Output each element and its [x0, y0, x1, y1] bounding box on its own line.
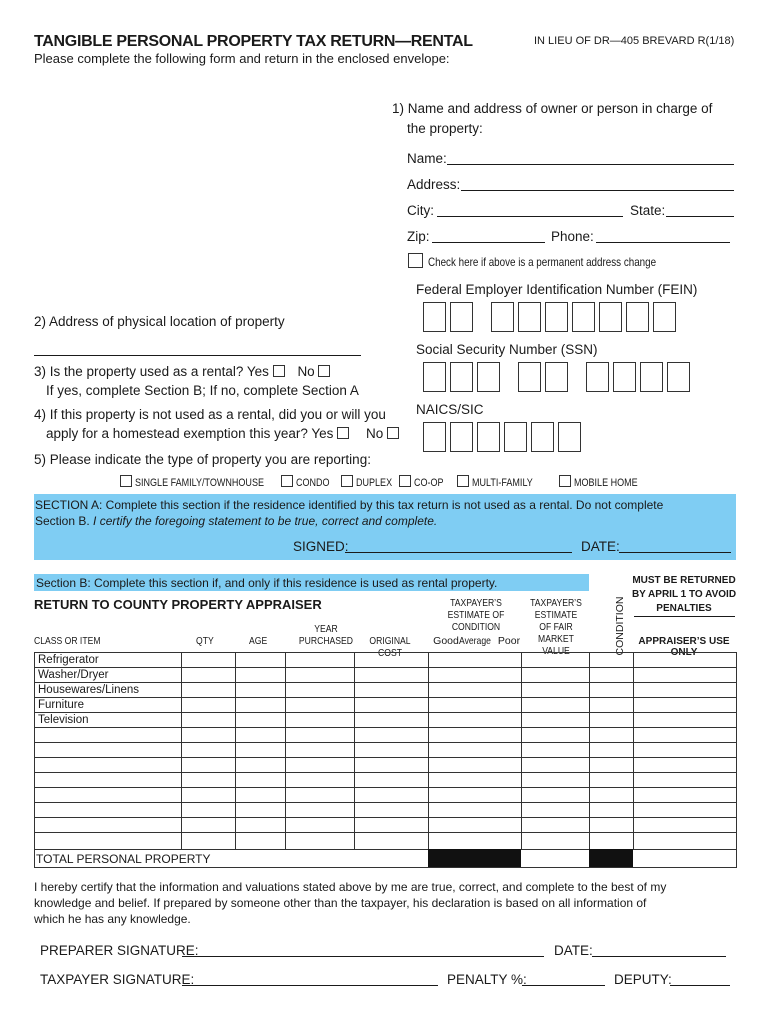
- permanent-change-label: Check here if above is a permanent address change: [428, 255, 657, 269]
- grid-line: [235, 652, 236, 849]
- phone-label: Phone:: [551, 229, 594, 244]
- fein-box[interactable]: [450, 302, 473, 332]
- property-type-label: MULTI-FAMILY: [472, 477, 534, 489]
- penalty-label: PENALTY %:: [447, 972, 527, 987]
- ssn-box[interactable]: [423, 362, 446, 392]
- city-label: City:: [407, 203, 434, 218]
- section-a-signed-label: SIGNED:: [293, 539, 349, 554]
- certification-text: I hereby certify that the information and valuations stated above by me are true, correct, and complete to the best of my: [34, 880, 667, 894]
- penalty-field[interactable]: [522, 985, 605, 986]
- section-a-text-cont: [35, 514, 437, 528]
- ssn-box[interactable]: [545, 362, 568, 392]
- must-return-underline: [634, 616, 735, 617]
- grid-line: [34, 667, 737, 668]
- property-type-label: SINGLE FAMILY/TOWNHOUSE: [135, 477, 264, 489]
- grid-line: [34, 802, 737, 803]
- grid-line: [34, 652, 737, 653]
- q2-label: 2) Address of physical location of property: [34, 314, 285, 329]
- grid-line: [34, 682, 737, 683]
- q3-label: 3) Is the property used as a rental? Yes: [34, 364, 269, 379]
- grid-line: [633, 652, 634, 849]
- taxpayer-signature-field[interactable]: [182, 985, 438, 986]
- form-subtitle: Please complete the following form and return in the enclosed envelope:: [34, 51, 450, 66]
- grid-line: [589, 652, 590, 849]
- city-field[interactable]: [437, 216, 623, 217]
- name-label: Name:: [407, 151, 447, 166]
- must-return-notice: MUST BE RETURNED BY APRIL 1 TO AVOID PENALTIES: [631, 575, 737, 614]
- name-field[interactable]: [447, 164, 734, 165]
- ssn-box[interactable]: [667, 362, 690, 392]
- address-label: Address:: [407, 177, 461, 192]
- item-label: Housewares/Linens: [38, 684, 140, 696]
- q4-label: 4) If this property is not used as a rental, did you or will you: [34, 407, 386, 422]
- permanent-change-row: [408, 253, 706, 269]
- q3-no-checkbox[interactable]: [318, 365, 330, 377]
- fein-box[interactable]: [545, 302, 568, 332]
- naics-box[interactable]: [450, 422, 473, 452]
- property-type-label: CONDO: [296, 477, 330, 489]
- grid-line: [181, 652, 182, 849]
- zip-label: Zip:: [407, 229, 430, 244]
- grid-line: [34, 772, 737, 773]
- ssn-box[interactable]: [450, 362, 473, 392]
- fein-box[interactable]: [572, 302, 595, 332]
- section-a-date-field[interactable]: [619, 552, 731, 553]
- naics-box[interactable]: [531, 422, 554, 452]
- ssn-box[interactable]: [613, 362, 636, 392]
- fein-box[interactable]: [423, 302, 446, 332]
- naics-box[interactable]: [423, 422, 446, 452]
- ssn-box[interactable]: [518, 362, 541, 392]
- grid-line: [736, 652, 737, 867]
- grid-line: [521, 652, 522, 849]
- address-field[interactable]: [461, 190, 734, 191]
- preparer-signature-label: PREPARER SIGNATURE:: [40, 943, 199, 958]
- grid-line: [34, 712, 737, 713]
- total-blackout: [428, 849, 521, 867]
- q3-instruction: If yes, complete Section B; If no, complete Section A: [46, 383, 359, 398]
- grid-line: [34, 727, 737, 728]
- form-title: TANGIBLE PERSONAL PROPERTY TAX RETURN—RENTAL: [34, 33, 473, 50]
- q1-label: 1) Name and address of owner or person in charge of: [392, 101, 713, 116]
- col-class: CLASS OR ITEM: [34, 635, 101, 647]
- taxpayer-signature-label: TAXPAYER SIGNATURE:: [40, 972, 195, 987]
- col-year-purchased: YEAR PURCHASED: [298, 623, 354, 647]
- item-label: Television: [38, 714, 89, 726]
- preparer-signature-field[interactable]: [182, 956, 544, 957]
- total-blackout: [589, 849, 633, 867]
- certification-text-3: which he has any knowledge.: [34, 912, 191, 926]
- mobile-home-checkbox[interactable]: [559, 475, 571, 487]
- fein-box[interactable]: [491, 302, 514, 332]
- col-poor: Poor: [497, 635, 521, 647]
- naics-box[interactable]: [558, 422, 581, 452]
- q4-no-label: No: [365, 426, 384, 441]
- grid-line: [34, 832, 737, 833]
- grid-line: [34, 652, 35, 867]
- duplex-checkbox[interactable]: [341, 475, 353, 487]
- ssn-label: Social Security Number (SSN): [416, 342, 598, 357]
- naics-box[interactable]: [477, 422, 500, 452]
- item-label: Refrigerator: [38, 654, 99, 666]
- zip-field[interactable]: [432, 242, 545, 243]
- q4-yes-checkbox[interactable]: [337, 427, 349, 439]
- form-id: IN LIEU OF DR—405 BREVARD R(1/18): [534, 35, 735, 47]
- grid-line: [34, 697, 737, 698]
- grid-line: [428, 652, 429, 849]
- fein-box[interactable]: [518, 302, 541, 332]
- fein-box[interactable]: [653, 302, 676, 332]
- grid-line: [34, 742, 737, 743]
- phone-field[interactable]: [596, 242, 730, 243]
- q4-label-cont: apply for a homestead exemption this year? Yes: [46, 426, 334, 441]
- q3-yes-checkbox[interactable]: [273, 365, 285, 377]
- naics-box[interactable]: [504, 422, 527, 452]
- section-a-certify: I certify the foregoing statement to be true, correct and complete.: [93, 514, 438, 528]
- section-a-signature-field[interactable]: [345, 552, 572, 553]
- col-good: Good: [433, 635, 459, 647]
- item-label: Furniture: [38, 699, 85, 711]
- q5-label: 5) Please indicate the type of property you are reporting:: [34, 452, 371, 467]
- physical-address-field[interactable]: [34, 355, 361, 356]
- col-average: Average: [459, 635, 491, 647]
- grid-line: [285, 652, 286, 849]
- grid-line: [34, 787, 737, 788]
- fein-box[interactable]: [626, 302, 649, 332]
- property-type-label: MOBILE HOME: [574, 477, 638, 489]
- q3-row: [34, 364, 333, 379]
- grid-line: [34, 757, 737, 758]
- condition-label: CONDITION: [614, 596, 626, 656]
- ssn-box[interactable]: [586, 362, 609, 392]
- property-type-label: CO-OP: [414, 477, 444, 489]
- grid-line: [354, 652, 355, 849]
- single-family-checkbox[interactable]: [120, 475, 132, 487]
- multi-family-checkbox[interactable]: [457, 475, 469, 487]
- ssn-box[interactable]: [640, 362, 663, 392]
- col-age: AGE: [248, 635, 268, 647]
- q4-row: [46, 426, 402, 441]
- grid-line: [34, 867, 737, 868]
- state-label: State:: [630, 203, 666, 218]
- deputy-label: DEPUTY:: [614, 972, 672, 987]
- section-a-text: SECTION A: Complete this section if the residence identified by this tax return is not used as a rental. Do not complete: [35, 498, 664, 512]
- section-b-banner-text: Section B: Complete this section if, and only if this residence is used as rental property.: [36, 576, 498, 590]
- condo-checkbox[interactable]: [281, 475, 293, 487]
- ssn-box[interactable]: [477, 362, 500, 392]
- section-a-date-label: DATE:: [581, 539, 620, 554]
- q4-no-checkbox[interactable]: [387, 427, 399, 439]
- fein-label: Federal Employer Identification Number (FEIN): [416, 282, 698, 297]
- appraisers-use-only: APPRAISER’S USE ONLY: [638, 636, 730, 658]
- co-op-checkbox[interactable]: [399, 475, 411, 487]
- preparer-date-label: DATE:: [554, 943, 593, 958]
- grid-line: [34, 817, 737, 818]
- certification-text-2: knowledge and belief. If prepared by someone other than the taxpayer, his declaration is based on all information of: [34, 896, 647, 910]
- col-estimate-condition: TAXPAYER’S ESTIMATE OF CONDITION: [447, 597, 505, 633]
- return-to-appraiser: RETURN TO COUNTY PROPERTY APPRAISER: [34, 597, 322, 612]
- col-fair-market-value: TAXPAYER’S ESTIMATE OF FAIR MARKET VALUE: [530, 597, 582, 657]
- naics-label: NAICS/SIC: [416, 402, 484, 417]
- permanent-change-checkbox[interactable]: [408, 253, 423, 268]
- q1-label-cont: the property:: [407, 121, 483, 136]
- col-original-cost: ORIGINAL COST: [369, 635, 411, 659]
- item-label: Washer/Dryer: [38, 669, 109, 681]
- fein-box[interactable]: [599, 302, 622, 332]
- col-qty: QTY: [196, 635, 214, 647]
- property-type-label: DUPLEX: [356, 477, 393, 489]
- state-field[interactable]: [666, 216, 734, 217]
- preparer-date-field[interactable]: [592, 956, 726, 957]
- total-label: TOTAL PERSONAL PROPERTY: [36, 852, 211, 866]
- deputy-field[interactable]: [670, 985, 730, 986]
- q3-no-label: No: [297, 364, 315, 379]
- section-a-text-plain: Section B.: [35, 514, 94, 528]
- property-type-options: [120, 475, 652, 489]
